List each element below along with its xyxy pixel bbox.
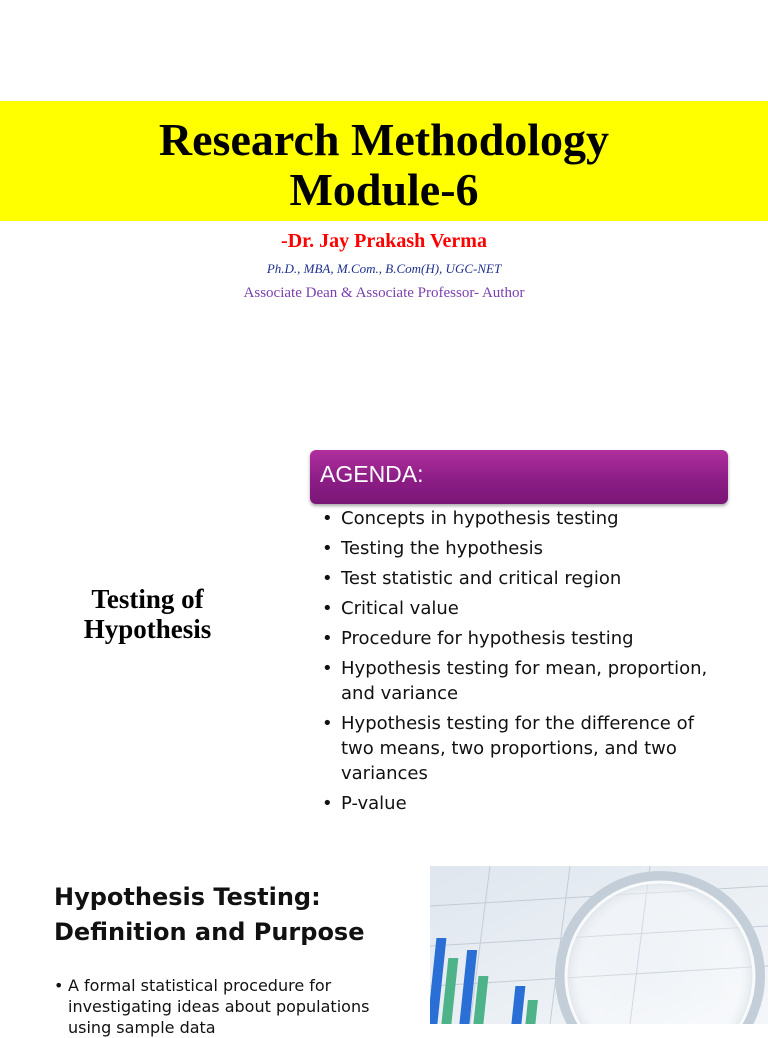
chart-photo-graphic	[430, 866, 768, 1024]
author-name: -Dr. Jay Prakash Verma	[281, 230, 487, 252]
definition-title-line1: Hypothesis Testing:	[54, 883, 321, 911]
author-credentials: Ph.D., MBA, M.Com., B.Com(H), UGC-NET	[266, 261, 502, 276]
testing-title-line2: Hypothesis	[83, 614, 212, 644]
slide-title-line2: Module-6	[289, 164, 479, 215]
slide-title-line1: Research Methodology	[158, 114, 610, 165]
testing-of-hypothesis-title	[40, 584, 255, 644]
definition-title-line2: Definition and Purpose	[54, 918, 365, 946]
agenda-header-bar	[310, 450, 728, 504]
agenda-list	[322, 506, 732, 821]
agenda-item: • Concepts in hypothesis testing	[322, 506, 732, 531]
agenda-item: • Hypothesis testing for mean, proportion, and variance	[322, 656, 732, 706]
author-role: Associate Dean & Associate Professor- Author	[243, 285, 525, 301]
definition-bullets	[54, 975, 404, 1038]
agenda-item: • Testing the hypothesis	[322, 536, 732, 561]
agenda-item: • P-value	[322, 791, 732, 816]
definition-title	[54, 880, 414, 950]
agenda-item: • Critical value	[322, 596, 732, 621]
agenda-item: • Test statistic and critical region	[322, 566, 732, 591]
testing-title-line1: Testing of	[91, 584, 204, 614]
magnifier-over-bar-chart-image	[430, 866, 768, 1024]
agenda-item: • Procedure for hypothesis testing	[322, 626, 732, 651]
agenda-label: AGENDA:	[320, 461, 424, 487]
title-band	[0, 101, 768, 221]
agenda-item: • Hypothesis testing for the difference of two means, two proportions, and two variances	[322, 711, 732, 786]
definition-bullet: • A formal statistical procedure for investigating ideas about populations using sample data	[54, 975, 404, 1038]
